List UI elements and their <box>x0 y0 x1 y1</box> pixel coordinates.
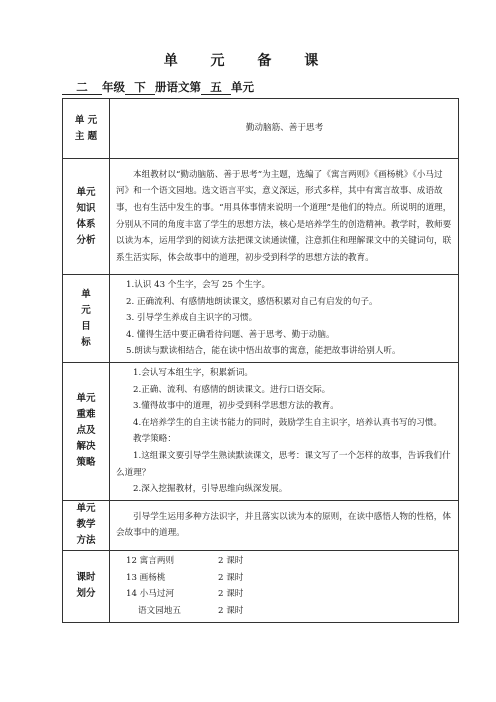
label-line: 单 <box>81 288 91 300</box>
lesson-name: 14 小马过河 <box>126 589 175 600</box>
label-line: 分析 <box>76 234 96 246</box>
grade-unit-line <box>62 79 254 95</box>
lesson-name: 13 画杨桃 <box>126 572 166 583</box>
label-line: 目 <box>81 320 91 332</box>
analysis-text: 本组教材以“勤动脑筋、善于思考”为主题，选编了《寓言两则》《画杨桃》《小马过河》和一个语文园地。选文语言平实，意义深远，形式多样，其中有寓言故事、成语故事，也有生活中发生的事。“用具体事情来说明一个道理”是他们的特点。所说明的道理，分别从不同的角度丰富了学生的思想方法，核心是培养学生的创造精神。教学时，教师要以读为本，运用学到的阅读方法把课文读通读懂，注意抓住和理解课文中的关键词句，联系生活实际，体会故事中的道理，初步受到科学的思想方法的教育。 <box>116 169 452 263</box>
page-title: 单 元 备 课 <box>163 53 333 69</box>
keypoints-cell <box>110 363 459 501</box>
goal-item: 1.认识 43 个生字，会写 25 个生字。 <box>126 280 271 291</box>
row-theme <box>63 99 459 159</box>
lesson-hours: 2 课时 <box>218 605 244 616</box>
semester-value: 下 <box>125 81 155 95</box>
keypoint-item: 4.在培养学生的自主读书能力的同时，鼓励学生自主识字，培养认真书写的习惯。 <box>133 417 442 428</box>
row-goals <box>63 275 459 363</box>
label-line: 知识 <box>76 202 96 214</box>
goal-item: 3. 引导学生养成自主识字的习惯。 <box>126 313 258 324</box>
row-analysis <box>63 159 459 275</box>
label-line: 单元 <box>76 393 96 405</box>
goal-item: 2. 正确流利、有感情地朗读课文，感悟积累对自己有启发的句子。 <box>126 296 378 307</box>
row-methods <box>63 500 459 550</box>
schedule-item <box>116 570 453 587</box>
label-line: 标 <box>81 336 91 348</box>
label-schedule <box>63 550 110 622</box>
row-keypoints <box>63 363 459 501</box>
keypoint-item: 1.会认写本组生字，积累新词。 <box>133 368 253 378</box>
label-line: 元 <box>81 304 91 316</box>
lesson-name: 12 寓言两则 <box>126 556 175 567</box>
lesson-hours: 2 课时 <box>218 589 244 600</box>
label-line: 单元 <box>76 503 96 515</box>
methods-text: 引导学生运用多种方法识字，并且落实以读为本的原则，在读中感悟人物的性格，体会故事中的道理。 <box>116 511 451 539</box>
row-schedule <box>63 550 459 622</box>
grade-suffix: 年级 <box>102 80 125 94</box>
strategy-item: 2.深入挖掘教材，引导思维向纵深发展。 <box>133 484 288 495</box>
label-line: 点及 <box>76 425 96 437</box>
lesson-name: 语文园地五 <box>138 605 181 616</box>
lesson-hours: 2 课时 <box>218 572 244 583</box>
label-line: 主 题 <box>74 130 98 142</box>
strategy-item: 1.这组课文要引导学生熟读默读课文，思考：课文写了一个怎样的故事，告诉我们什么道理？ <box>116 450 451 478</box>
label-line: 方法 <box>76 535 96 547</box>
label-goals <box>63 275 110 363</box>
label-line: 单 元 <box>74 114 98 126</box>
label-line: 重难 <box>76 409 96 421</box>
schedule-item <box>116 603 453 620</box>
label-methods <box>63 500 110 550</box>
label-line: 体系 <box>76 218 96 230</box>
label-line: 单元 <box>76 186 96 198</box>
keypoint-item: 3.懂得故事中的道理，初步受到科学思想方法的教育。 <box>133 401 339 412</box>
label-line: 课时 <box>76 572 96 584</box>
label-line: 划分 <box>76 588 96 600</box>
unit-suffix: 单元 <box>231 80 254 94</box>
keypoint-item: 2.正确、流利、有感情的朗读课文。进行口语交际。 <box>133 384 331 395</box>
grade-value: 二 <box>62 81 102 95</box>
lesson-hours: 2 课时 <box>218 556 244 567</box>
schedule-item <box>116 553 453 570</box>
schedule-cell <box>110 550 459 622</box>
theme-value: 勤动脑筋、善于思考 <box>110 99 459 159</box>
label-line: 策略 <box>76 457 96 469</box>
unit-value: 五 <box>201 81 231 95</box>
goals-cell <box>110 275 459 363</box>
goal-item: 5.朗读与默读相结合，能在读中悟出故事的寓意，能把故事讲给别人听。 <box>126 346 401 357</box>
label-analysis <box>63 159 110 275</box>
label-line: 解决 <box>76 441 96 453</box>
goal-item: 4. 懂得生活中要正确看待问题、善于思考、勤于动脑。 <box>126 329 335 340</box>
methods-cell <box>110 500 459 550</box>
strategy-heading: 教学策略： <box>133 434 176 445</box>
label-line: 教学 <box>76 519 96 531</box>
schedule-item <box>116 586 453 603</box>
label-theme <box>63 99 110 159</box>
unit-plan-table <box>62 98 459 623</box>
analysis-cell <box>110 159 459 275</box>
book-label: 册语文第 <box>155 80 201 94</box>
label-keypoints <box>63 363 110 501</box>
